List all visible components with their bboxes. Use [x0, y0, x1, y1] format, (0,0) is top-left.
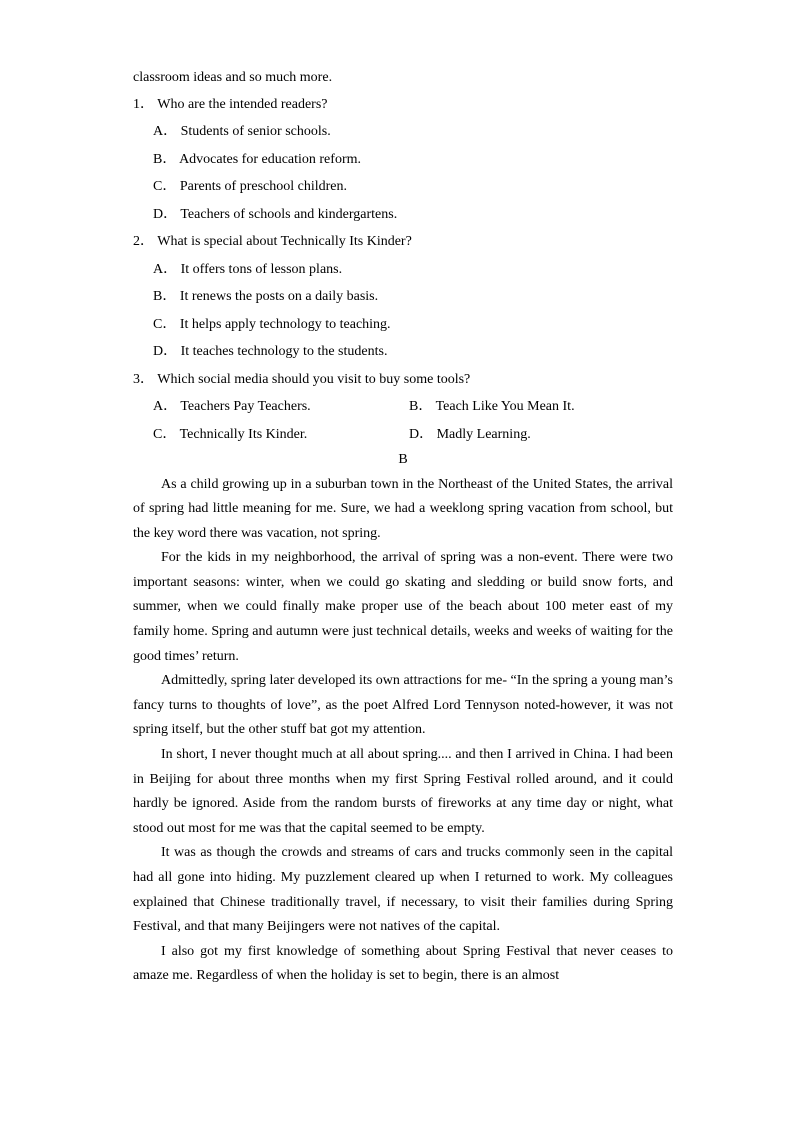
- paragraph-text: It was as though the crowds and streams of cars and trucks commonly seen in the capital had all gone into hiding. My puzzlement cleared up when I returned to work. My colleagues explained that Chinese traditionally travel, if necessary, to visit their families during Spring Festival, and that many Beijingers were not natives of the capital.: [133, 845, 673, 935]
- option-c: C． It helps apply technology to teaching.: [153, 316, 391, 332]
- paragraph-text: In short, I never thought much at all about spring.... and then I arrived in China. I had been in Beijing for about three months when my first Spring Festival rolled around, and it could hardly be ignored. Aside from the random bursts of fireworks at any time day or night, what stood out most for me was that the capital seemed to be empty.: [133, 747, 673, 836]
- option-row-ab: [133, 393, 673, 421]
- paragraph-text: Admittedly, spring later developed its own attractions for me- “In the spring a young man’s fancy turns to thoughts of love”, as the poet Alfred Lord Tennyson noted-however, it was not spring itself, but the other stuff bat got my attention.: [133, 673, 673, 738]
- paragraph: [133, 669, 673, 743]
- question-1: [133, 91, 673, 229]
- option-b: B． Teach Like You Mean It.: [409, 399, 575, 414]
- paragraph-text: I also got my first knowledge of something about Spring Festival that never ceases to amaze me. Regardless of when the holiday is set to begin, there is an almost: [133, 943, 673, 984]
- section-label: B: [398, 452, 408, 467]
- paragraph: [133, 743, 673, 841]
- question-stem: 3． Which social media should you visit to buy some tools?: [133, 371, 471, 387]
- question-stem: 2． What is special about Technically Its Kinder?: [133, 234, 412, 249]
- option-d: D． Teachers of schools and kindergartens.: [153, 206, 398, 222]
- question-2: [133, 228, 673, 366]
- paragraph-text: For the kids in my neighborhood, the arrival of spring was a non-event. There were two important seasons: winter, when we could go skating and sledding or build snow forts, and summer, when we could finally make proper use of the beach about 100 meter east of my family home. Spring and autumn were just technical details, weeks and weeks of waiting for the good times’ return.: [133, 550, 673, 664]
- intro-tail-line: classroom ideas and so much more.: [133, 70, 333, 85]
- option-a: A． Teachers Pay Teachers.: [153, 399, 311, 414]
- paragraph: [133, 940, 673, 989]
- passage-b: [133, 473, 673, 989]
- option-d: D． It teaches technology to the students.: [153, 344, 388, 359]
- option-c: C． Technically Its Kinder.: [153, 426, 308, 442]
- document-page: [133, 66, 673, 989]
- option-b: B． Advocates for education reform.: [153, 151, 361, 167]
- option-a: A． It offers tons of lesson plans.: [153, 261, 343, 277]
- paragraph-text: As a child growing up in a suburban town in the Northeast of the United States, the arrival of spring had little meaning for me. Sure, we had a weeklong spring vacation from school, but the key word there was vacation, not spring.: [133, 476, 673, 541]
- question-3: [133, 366, 673, 449]
- option-a: A． Students of senior schools.: [153, 124, 331, 139]
- option-row-cd: [133, 421, 673, 449]
- option-b: B． It renews the posts on a daily basis.: [153, 289, 379, 304]
- question-stem: 1． Who are the intended readers?: [133, 96, 328, 112]
- paragraph: [133, 841, 673, 939]
- option-d: D． Madly Learning.: [409, 426, 531, 442]
- option-c: C． Parents of preschool children.: [153, 179, 348, 194]
- paragraph: [133, 546, 673, 669]
- paragraph: [133, 473, 673, 547]
